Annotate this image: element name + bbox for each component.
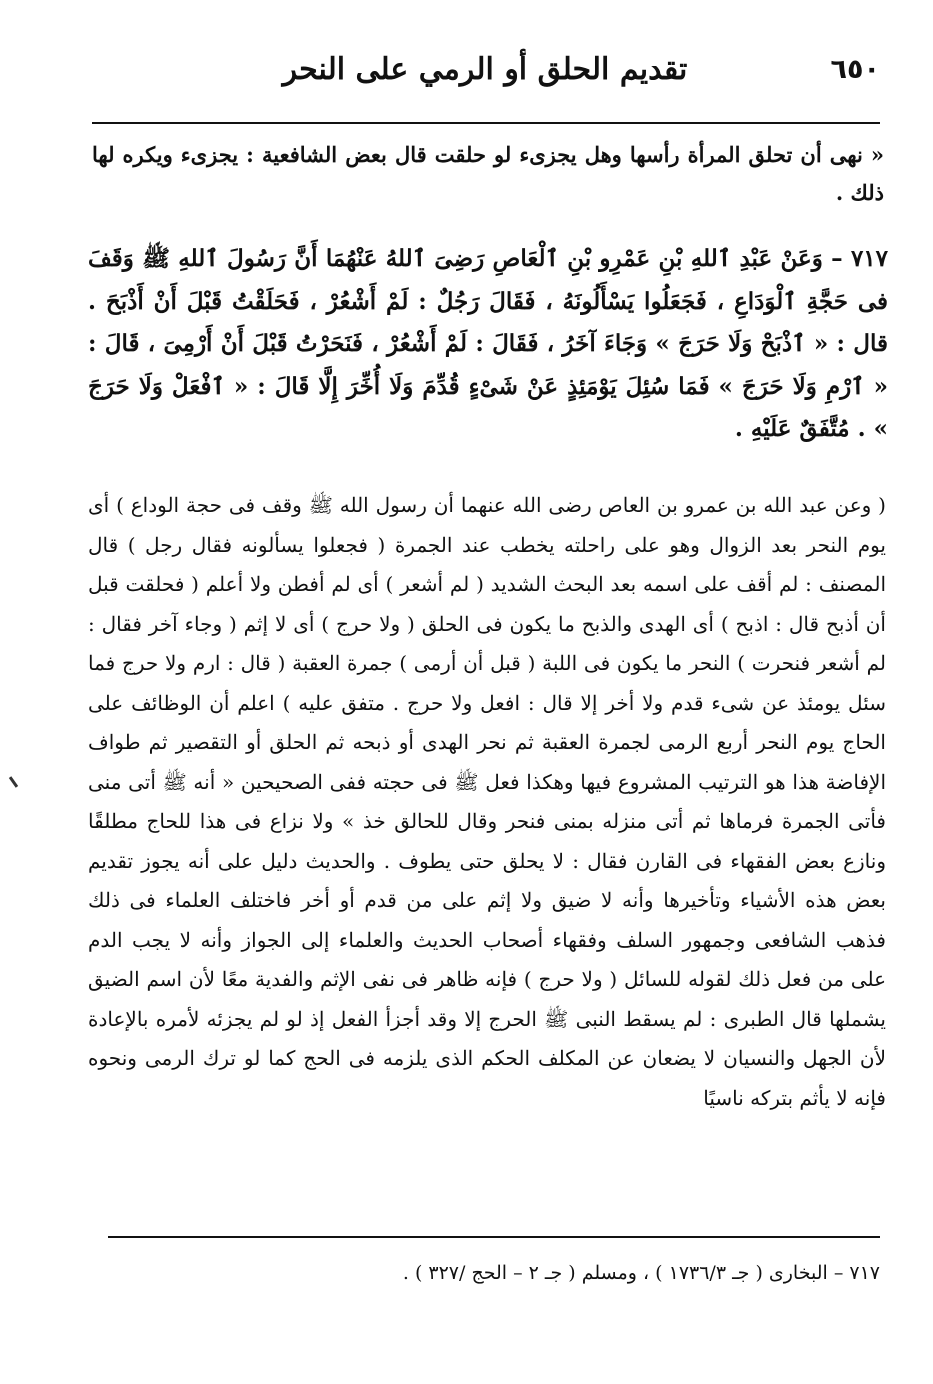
footnote: ٧١٧ – البخارى ( جـ ١٧٣٦/٣ ) ، ومسلم ( جـ ٢ – الحج /٣٢٧ ) . — [402, 1262, 880, 1284]
commentary-paragraph: ( وعن عبد الله بن عمرو بن العاص رضى الله عنهما أن رسول الله ﷺ وقف فى حجة الوداع ) أى يوم النحر بعد الزوال وهو على راحلته يخطب عند الجمرة ( فجعلوا يسألونه فقال رجل ) قال المصنف : لم أقف على اسمه بعد البحث الشديد ( لم أشعر ) أى لم أفطن ولا أعلم ( فحلقت قبل أن أذبح قال : اذبح ) أى الهدى والذبح ما يكون فى الحلق ( ولا حرج ) أى لا إثم ( وجاء آخر فقال : لم أشعر فنحرت ) النحر ما يكون فى اللبة ( قبل أن أرمى ) جمرة العقبة ( قال : ارم ولا حرج فما سئل يومئذ عن شىء قدم ولا أخر إلا قال : افعل ولا حرج . متفق عليه ) اعلم أن الوظائف على الحاج يوم النحر أربع الرمى لجمرة العقبة ثم نحر الهدى أو ذبحه ثم الحلق أو التقصير ثم طواف الإفاضة هذا هو الترتيب المشروع فيها وهكذا فعل ﷺ فى حجته ففى الصحيحين « أنه ﷺ أتى منى فأتى الجمرة فرماها ثم أتى منزله بمنى فنحر وقال للحالق خذ » ولا نزاع فى هذا للحاج مطلقًا ونازع بعض الفقهاء فى القارن فقال : لا يحلق حتى يطوف . والحديث دليل على أنه يجوز تقديم بعض هذه الأشياء وتأخيرها وأنه لا ضيق ولا إثم على من قدم أو أخر فاختلف العلماء فى ذلك فذهب الشافعى وجمهور السلف وفقهاء أصحاب الحديث والعلماء إلى الجواز وأنه لا يجب الدم على من فعل ذلك لقوله للسائل ( ولا حرج ) فإنه ظاهر فى نفى الإثم والفدية معًا لأن اسم الضيق يشملها قال الطبرى : لم يسقط النبى ﷺ الحرج إلا وقد أجزأ الفعل إذ لو لم يجزئه لأمره بالإعادة لأن الجهل والنسيان لا يضعان عن المكلف الحكم الذى يلزمه فى الحج كما لو ترك الرمى ونحوه فإنه لا يأثم بتركه ناسيًا — [88, 493, 887, 1110]
page-header — [90, 52, 880, 102]
header-rule — [92, 122, 880, 124]
running-title: تقديم الحلق أو الرمي على النحر — [282, 52, 688, 87]
hadith-717-text: ٧١٧ – وَعَنْ عَبْدِ ٱللهِ بْنِ عَمْرِو بْنِ ٱلْعَاصِ رَضِىَ ٱللهُ عَنْهُمَا أَنَّ رَسُولَ ٱللهِ ﷺ وَقَفَ فى حَجَّةِ ٱلْوَدَاعِ ، فَجَعَلُوا يَسْأَلُونَهُ ، فَقَالَ رَجُلٌ : لَمْ أَشْعُرْ ، فَحَلَقْتُ قَبْلَ أَنْ أَذْبَحَ . قال : « ٱذْبَحْ وَلَا حَرَجَ » وَجَاءَ آخَرُ ، فَقَالَ : لَمْ أَشْعُرْ ، فَنَحَرْتُ قَبْلَ أَنْ أَرْمِىَ ، قَالَ : « ٱرْمِ وَلَا حَرَجَ » فَمَا سُئِلَ يَوْمَئِذٍ عَنْ شَىْءٍ قُدِّمَ وَلَا أُخِّرَ إِلَّا قَالَ : « ٱفْعَلْ وَلَا حَرَجَ » . مُتَّفَقٌ عَلَيْهِ . — [88, 245, 888, 442]
page-number: ٦٥٠ — [830, 54, 880, 85]
carry-over-paragraph: « نهى أن تحلق المرأة رأسها وهل يجزىء لو حلقت قال بعض الشافعية : يجزىء ويكره لها ذلك . — [92, 142, 884, 205]
footnote-rule — [108, 1236, 880, 1238]
margin-mark — [9, 776, 18, 788]
